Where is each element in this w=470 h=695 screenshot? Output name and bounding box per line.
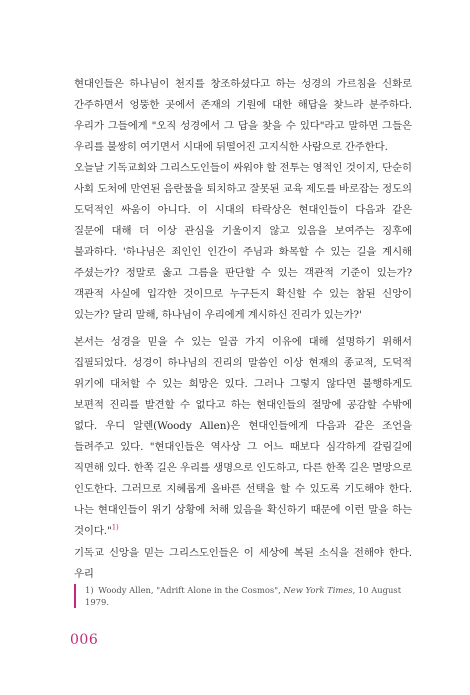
footnote-text-before: Woody Allen, "Adrift Alone in the Cosmos", bbox=[98, 585, 284, 595]
paragraph-3 bbox=[74, 332, 412, 542]
footnote-text-after: , 10 August 1979. bbox=[85, 585, 402, 607]
footnote bbox=[74, 584, 423, 608]
page-number: 006 bbox=[70, 632, 99, 648]
paragraph-3-text: 본서는 성경을 믿을 수 있는 일곱 가지 이유에 대해 설명하기 위해서 집필되었다. 성경이 하나님의 진리의 말씀인 이상 현재의 종교적, 도덕적 위기에 대처할 수 있는 희망은 있다. 그러나 그렇지 않다면 불행하게도 보편적 진리를 발견할 수 없다고 하는 현대인들의 절망에 공감할 수밖에 없다. 우디 알렌(Woody Allen)은 현대인들에게 다음과 같은 조언을 들려주고 있다. "현대인들은 역사상 그 어느 때보다 심각하게 갈림길에 직면해 있다. 한쪽 길은 우리를 생명으로 인도하고, 다른 한쪽 길은 멸망으로 인도한다. 그러므로 지혜롭게 올바른 선택을 할 수 있도록 기도해야 한다. 나는 현대인들이 위기 상황에 처해 있음을 확신하기 때문에 이런 말을 하는 것이다." bbox=[74, 336, 412, 537]
paragraph-1: 현대인들은 하나님이 천지를 창조하셨다고 하는 성경의 가르침을 신화로 간주하면서 엉뚱한 곳에서 존재의 기원에 대한 해답을 찾느라 분주하다. 우리가 그들에게 "오직 성경에서 그 답을 찾을 수 있다"라고 말하면 그들은 우리를 불쌍히 여기면서 시대에 뒤떨어진 고지식한 사람으로 간주한다. bbox=[74, 78, 412, 153]
footnote-publication: New York Times bbox=[283, 585, 353, 595]
paragraph-4: 기독교 신앙을 믿는 그리스도인들은 이 세상에 복된 소식을 전해야 한다. 우리 bbox=[74, 547, 412, 580]
footnote-number: 1) bbox=[85, 585, 94, 595]
paragraph-2: 오늘날 기독교회와 그리스도인들이 싸워야 할 전투는 영적인 것이지, 단순히 사회 도처에 만연된 음란물을 퇴치하고 잘못된 교육 제도를 바로잡는 정도의 도덕적인 싸움이 아니다. 이 시대의 타락상은 현대인들이 다음과 같은 질문에 대해 더 이상 관심을 기울이지 않고 있음을 보여주는 징후에 불과하다. '하나님은 죄인인 인간이 주님과 화목할 수 있는 길을 계시해 주셨는가? 정말로 옳고 그름을 판단할 수 있는 객관적 기준이 있는가? 객관적 사실에 입각한 것이므로 누구든지 확신할 수 있는 참된 신앙이 있는가? 달리 말해, 하나님이 우리에게 계시하신 진리가 있는가?' bbox=[74, 162, 412, 321]
footnote-reference[interactable]: 1) bbox=[111, 523, 119, 532]
